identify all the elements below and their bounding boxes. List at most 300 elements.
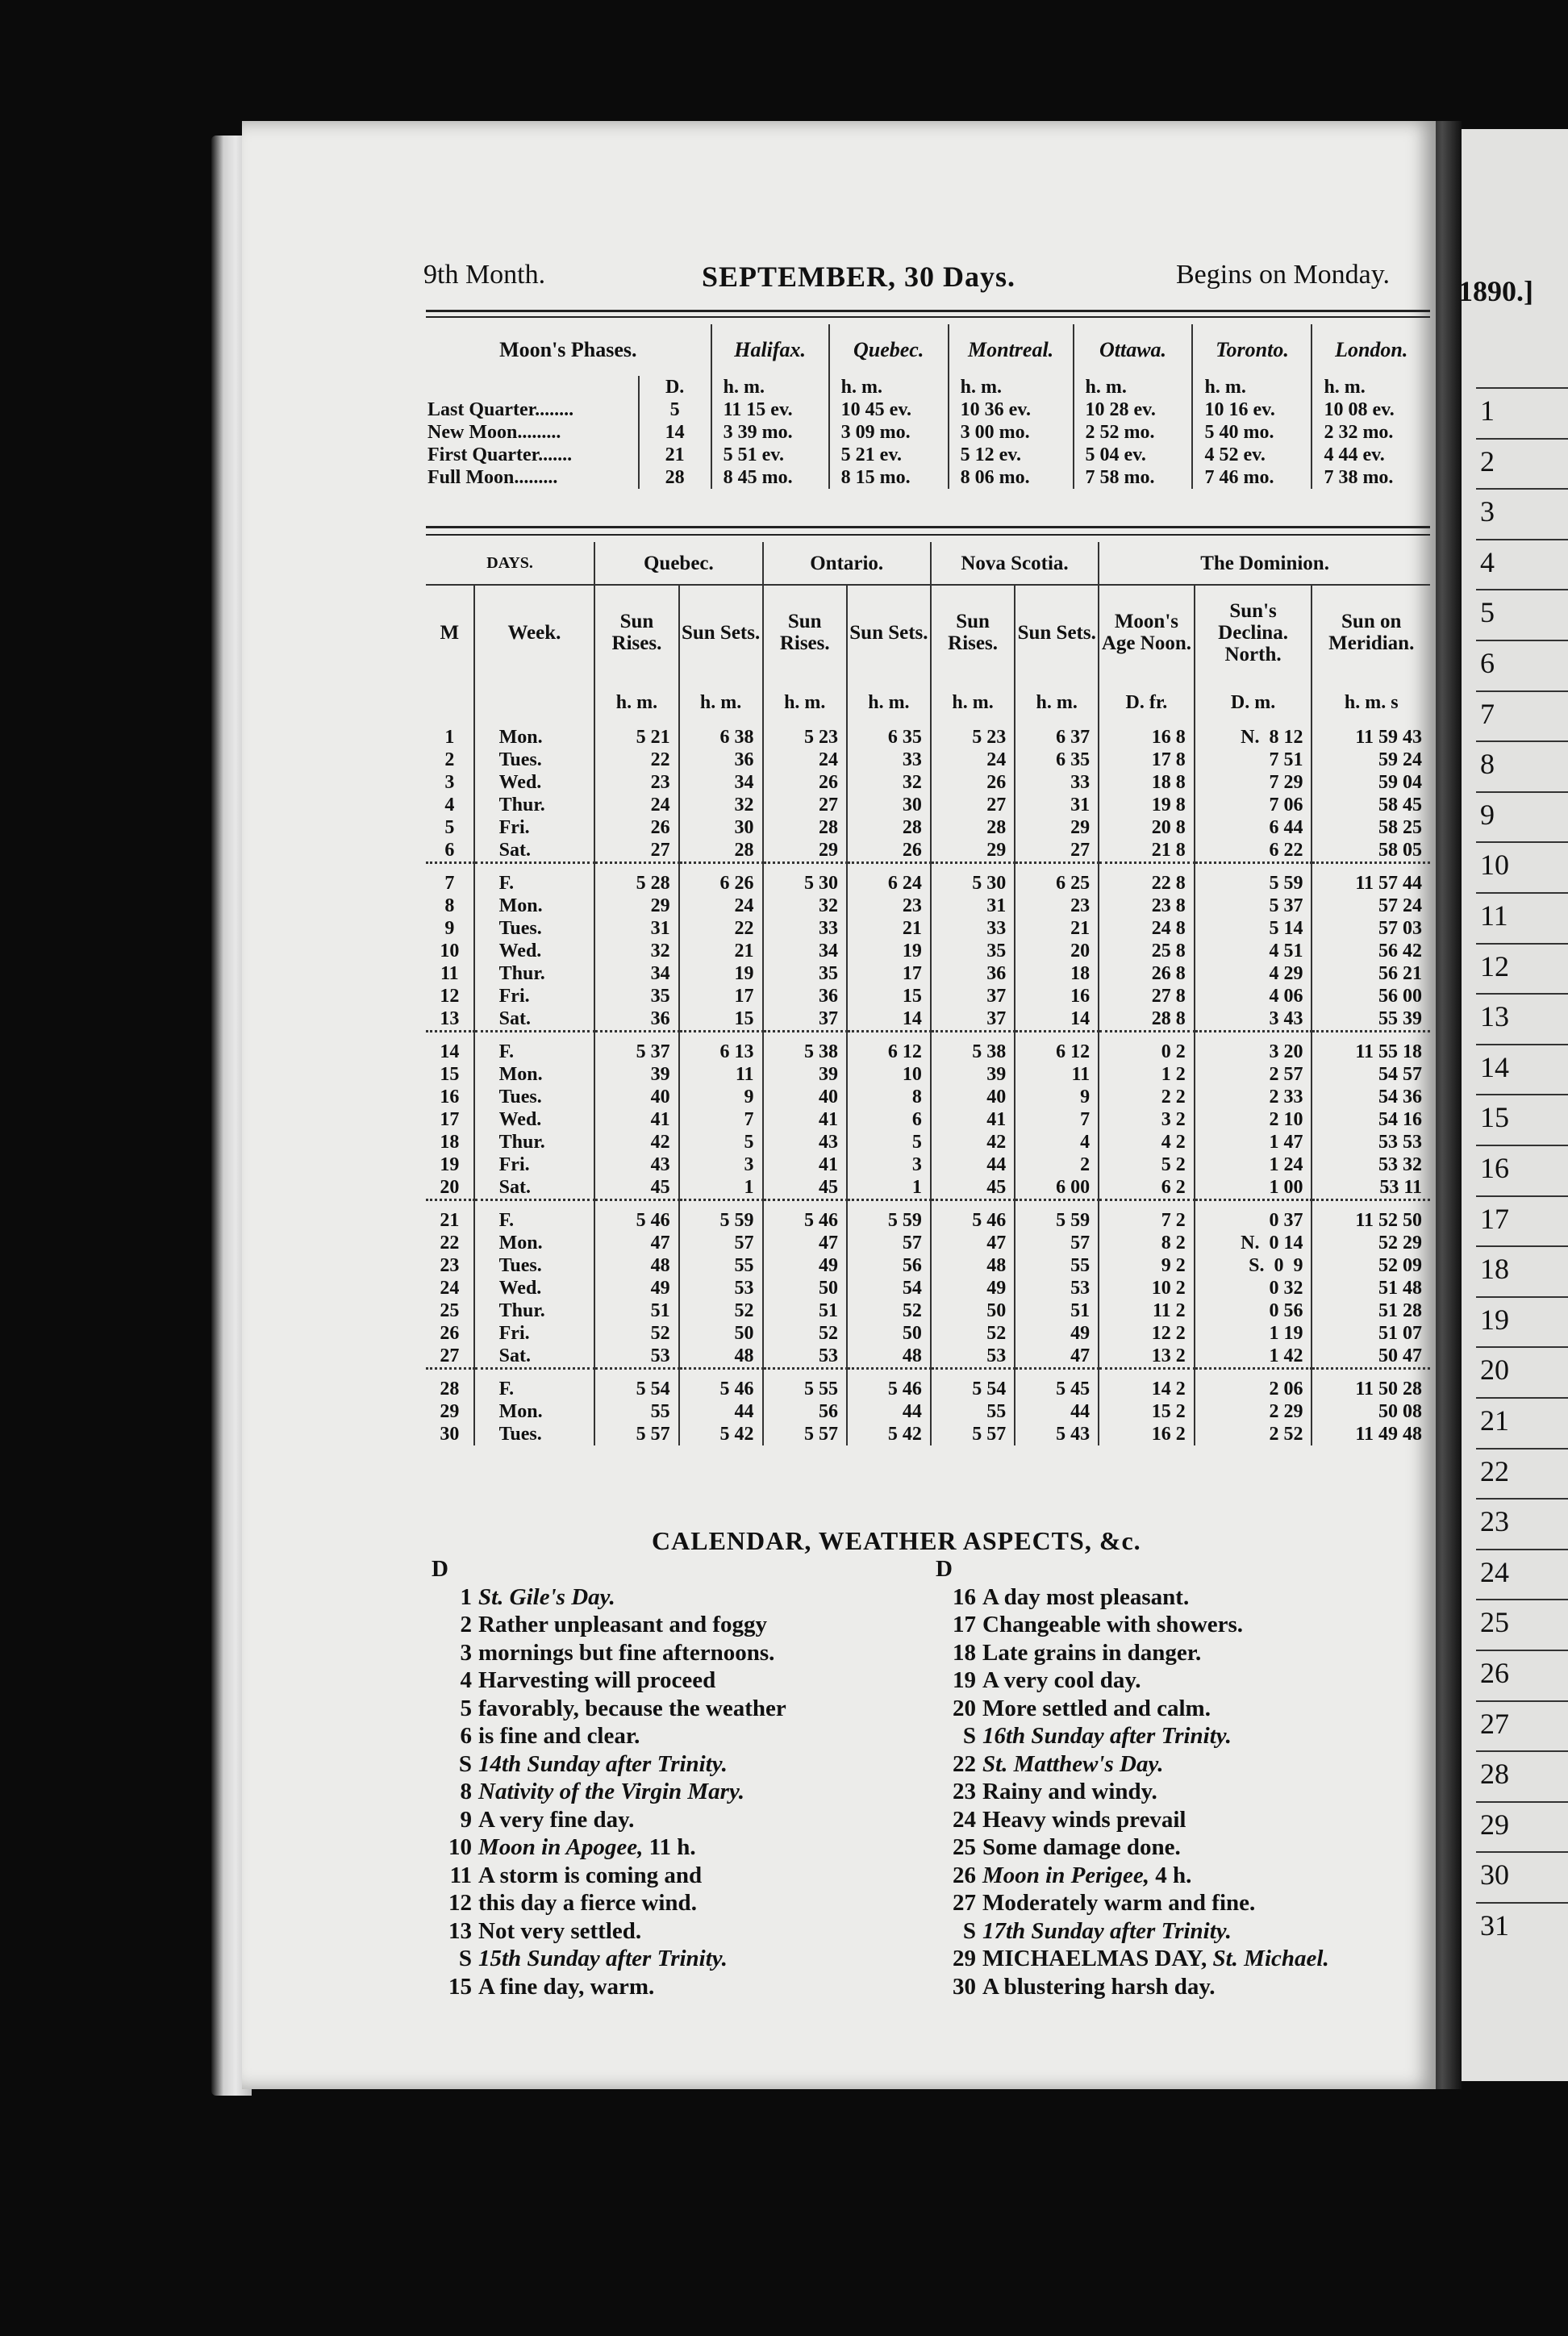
table-cell: 15 <box>426 1063 474 1086</box>
table-cell: 23 <box>426 1254 474 1277</box>
week-divider <box>1195 1200 1312 1210</box>
calendar-text: this day a fierce wind. <box>478 1890 697 1916</box>
table-cell: 21 <box>679 940 763 962</box>
table-cell: 7 <box>426 872 474 895</box>
facing-page-number: 13 <box>1480 1000 1509 1033</box>
calendar-day: S <box>458 1946 472 1971</box>
calendar-text: mornings but fine afternoons. <box>478 1639 775 1666</box>
table-cell: 57 <box>847 1232 931 1254</box>
table-cell: 43 <box>594 1153 678 1176</box>
table-row <box>426 1041 1430 1063</box>
table-cell: 47 <box>594 1232 678 1254</box>
table-row <box>426 872 1430 895</box>
table-row <box>426 1345 1430 1369</box>
calendar-entry <box>936 1889 1329 1917</box>
table-cell: 11 59 43 <box>1355 727 1422 748</box>
table-cell: Tues. <box>474 1254 595 1277</box>
calendar-entry <box>936 1722 1329 1750</box>
table-cell: 45 <box>594 1176 678 1200</box>
week-divider <box>594 1200 678 1210</box>
table-cell: 11 <box>679 1063 763 1086</box>
week-divider <box>1195 1032 1312 1041</box>
month-title: SEPTEMBER, 30 Days. <box>702 261 1016 293</box>
table-cell: 49 <box>763 1254 847 1277</box>
table-cell: 4 <box>426 794 474 816</box>
table-cell: 29 <box>594 895 678 917</box>
table-cell: 35 <box>594 985 678 1007</box>
facing-page-rule <box>1476 993 1568 995</box>
table-cell: 11 49 48 <box>1355 1424 1422 1445</box>
calendar-text: A blustering harsh day. <box>982 1973 1216 2000</box>
unit-cell: h. m. <box>594 679 678 726</box>
table-cell: 25 <box>426 1299 474 1322</box>
table-cell: 33 <box>1015 771 1099 794</box>
table-cell: 9 <box>426 917 474 940</box>
facing-page-rule <box>1476 1498 1568 1500</box>
table-cell: 28 <box>426 1378 474 1400</box>
table-cell: 52 <box>763 1322 847 1345</box>
calendar-text: More settled and calm. <box>982 1695 1211 1721</box>
phase-days <box>639 376 711 489</box>
table-cell: 56 21 <box>1378 963 1422 984</box>
phase-time: 3 39 mo. <box>723 422 793 443</box>
table-cell: 1 00 <box>1195 1176 1312 1200</box>
table-cell: 2 <box>1015 1153 1099 1176</box>
table-cell: 6 44 <box>1195 816 1312 839</box>
table-cell: 50 <box>679 1322 763 1345</box>
phase-col-header: Ottawa. <box>1074 324 1193 376</box>
column-header: Sun Rises. <box>931 585 1015 679</box>
unit-cell: D. fr. <box>1099 679 1195 726</box>
table-cell: 5 46 <box>847 1378 931 1400</box>
table-cell: 18 <box>1015 962 1099 985</box>
table-cell: 40 <box>763 1086 847 1108</box>
phases-rule-bottom <box>426 534 1430 536</box>
facing-page-number: 4 <box>1480 545 1495 578</box>
table-cell: 26 <box>594 816 678 839</box>
table-cell: 5 37 <box>1195 895 1312 917</box>
facing-page-rule <box>1476 1397 1568 1399</box>
table-cell: 0 37 <box>1195 1209 1312 1232</box>
facing-page-number: 16 <box>1480 1152 1509 1184</box>
facing-page <box>1458 129 1568 2081</box>
table-cell: 22 <box>679 917 763 940</box>
table-row <box>426 1378 1430 1400</box>
calendar-day: 4 <box>460 1667 472 1693</box>
phase-unit: h. m. <box>1085 377 1127 398</box>
facing-page-number: 5 <box>1480 596 1495 629</box>
table-cell: 52 29 <box>1378 1233 1422 1254</box>
table-cell: 35 <box>931 940 1015 962</box>
week-divider <box>426 863 474 873</box>
table-cell: 1 <box>847 1176 931 1200</box>
table-cell: 1 47 <box>1195 1131 1312 1153</box>
table-cell: Mon. <box>474 1232 595 1254</box>
table-cell: 26 <box>426 1322 474 1345</box>
table-cell: 26 <box>763 771 847 794</box>
table-cell: 59 04 <box>1378 772 1422 793</box>
week-divider <box>474 863 595 873</box>
calendar-text: Moon in Perigee, <box>982 1862 1150 1888</box>
table-cell: 48 <box>594 1254 678 1277</box>
calendar-entry <box>936 1750 1329 1779</box>
table-cell: 5 42 <box>847 1423 931 1445</box>
table-cell: 6 37 <box>1015 726 1099 749</box>
facing-page-rule <box>1476 1245 1568 1247</box>
table-cell: 53 <box>763 1345 847 1369</box>
table-cell: 33 <box>763 917 847 940</box>
table-cell: 58 05 <box>1378 840 1422 861</box>
table-row <box>426 895 1430 917</box>
phase-col-header: Moon's Phases. <box>426 324 711 376</box>
facing-page-rule <box>1476 1195 1568 1197</box>
table-cell: 48 <box>679 1345 763 1369</box>
week-divider <box>1195 1369 1312 1379</box>
table-cell: 12 2 <box>1099 1322 1195 1345</box>
calendar-right-column <box>936 1555 1329 2000</box>
calendar-entry <box>432 1778 786 1806</box>
table-cell: 29 <box>426 1400 474 1423</box>
table-cell: 34 <box>679 771 763 794</box>
table-cell: S. 0 9 <box>1195 1254 1312 1277</box>
table-cell: 8 2 <box>1099 1232 1195 1254</box>
table-cell: 6 24 <box>847 872 931 895</box>
week-divider <box>594 1369 678 1379</box>
column-header: Sun Sets. <box>679 585 763 679</box>
phase-time: 2 32 mo. <box>1324 422 1394 443</box>
table-cell: 1 19 <box>1195 1322 1312 1345</box>
table-cell: 6 38 <box>679 726 763 749</box>
calendar-entry <box>936 1611 1329 1639</box>
table-row <box>426 940 1430 962</box>
phase-name: Last Quarter........ <box>427 399 574 420</box>
facing-page-number: 15 <box>1480 1101 1509 1134</box>
group-header: Quebec. <box>594 542 762 585</box>
table-row <box>426 794 1430 816</box>
week-divider <box>1099 1200 1195 1210</box>
table-row <box>426 1108 1430 1131</box>
week-divider <box>679 1032 763 1041</box>
table-cell: 14 <box>426 1041 474 1063</box>
table-cell: 11 57 44 <box>1355 873 1422 894</box>
table-cell: Mon. <box>474 895 595 917</box>
table-cell: 57 <box>1015 1232 1099 1254</box>
table-cell: 3 2 <box>1099 1108 1195 1131</box>
phase-time: 3 00 mo. <box>960 422 1030 443</box>
table-cell: 17 <box>426 1108 474 1131</box>
calendar-title: CALENDAR, WEATHER ASPECTS, &c. <box>652 1526 1141 1555</box>
calendar-entry <box>936 1973 1329 2001</box>
table-cell: 6 00 <box>1015 1176 1099 1200</box>
table-cell: 2 06 <box>1195 1378 1312 1400</box>
unit-cell <box>426 679 474 726</box>
phase-day: 5 <box>669 399 680 420</box>
table-cell: Thur. <box>474 962 595 985</box>
column-header: Moon's Age Noon. <box>1099 585 1195 679</box>
begins-on: Begins on Monday. <box>1176 260 1391 290</box>
week-divider <box>1099 1369 1195 1379</box>
phase-col-header: Quebec. <box>829 324 949 376</box>
phase-time: 4 52 ev. <box>1204 444 1266 465</box>
table-cell: 7 51 <box>1195 749 1312 771</box>
table-row <box>426 917 1430 940</box>
table-cell: 5 55 <box>763 1378 847 1400</box>
table-cell: 4 51 <box>1195 940 1312 962</box>
table-row <box>426 985 1430 1007</box>
table-cell: 6 35 <box>1015 749 1099 771</box>
facing-page-rule <box>1476 387 1568 389</box>
calendar-text: Heavy winds prevail <box>982 1806 1186 1833</box>
calendar-entry <box>936 1862 1329 1890</box>
column-header: Sun on Meridian. <box>1328 611 1415 654</box>
phase-time: 5 40 mo. <box>1204 422 1274 443</box>
facing-page-number: 14 <box>1480 1050 1509 1083</box>
calendar-entry <box>432 1583 786 1612</box>
table-cell: 29 <box>763 839 847 863</box>
week-divider <box>763 1369 847 1379</box>
table-cell: 35 <box>763 962 847 985</box>
week-divider <box>1015 863 1099 873</box>
phase-time: 10 45 ev. <box>840 399 911 420</box>
calendar-entry <box>432 1750 786 1779</box>
facing-page-rule <box>1476 438 1568 440</box>
table-cell: 13 <box>426 1007 474 1032</box>
table-cell: 26 <box>931 771 1015 794</box>
table-cell: 20 <box>1015 940 1099 962</box>
table-cell: 5 <box>426 816 474 839</box>
calendar-text: 15th Sunday after Trinity. <box>478 1946 728 1971</box>
table-cell: 5 46 <box>931 1209 1015 1232</box>
calendar-entry <box>936 1778 1329 1806</box>
table-cell: 36 <box>931 962 1015 985</box>
unit-cell <box>474 679 595 726</box>
table-cell: 52 <box>594 1322 678 1345</box>
table-cell: 2 57 <box>1195 1063 1312 1086</box>
unit-cell: h. m. <box>847 679 931 726</box>
week-divider <box>426 1369 474 1379</box>
table-cell: 57 24 <box>1378 895 1422 916</box>
table-cell: 54 16 <box>1378 1109 1422 1130</box>
header-rule-bottom <box>426 316 1430 318</box>
phase-day-label: D. <box>665 377 685 398</box>
table-cell: 56 00 <box>1378 986 1422 1007</box>
week-divider <box>847 1369 931 1379</box>
table-row <box>426 1299 1430 1322</box>
table-cell: 41 <box>931 1108 1015 1131</box>
table-cell: 55 39 <box>1378 1008 1422 1029</box>
facing-page-year: 1890.] <box>1458 275 1533 307</box>
table-cell: Thur. <box>474 1131 595 1153</box>
table-cell: 30 <box>679 816 763 839</box>
phase-day: 14 <box>665 422 685 443</box>
table-cell: 7 2 <box>1099 1209 1195 1232</box>
table-cell: 40 <box>594 1086 678 1108</box>
table-cell: 23 <box>594 771 678 794</box>
facing-page-number: 26 <box>1480 1657 1509 1689</box>
table-cell: 5 46 <box>679 1378 763 1400</box>
calendar-day: 12 <box>448 1890 472 1916</box>
calendar-entry <box>432 1889 786 1917</box>
table-cell: 55 <box>1015 1254 1099 1277</box>
column-header: Sun's Declina. North. <box>1195 585 1312 679</box>
phases-rule-top <box>426 526 1430 528</box>
table-cell: 32 <box>594 940 678 962</box>
table-cell: 20 8 <box>1099 816 1195 839</box>
table-cell: 39 <box>931 1063 1015 1086</box>
phase-name: New Moon......... <box>427 422 561 443</box>
facing-page-rule <box>1476 791 1568 793</box>
table-cell: 53 32 <box>1378 1154 1422 1175</box>
table-cell: 4 29 <box>1195 962 1312 985</box>
calendar-entry <box>936 1695 1329 1723</box>
table-cell: 4 06 <box>1195 985 1312 1007</box>
group-header: Ontario. <box>763 542 931 585</box>
table-cell: 23 8 <box>1099 895 1195 917</box>
table-cell: 7 29 <box>1195 771 1312 794</box>
phase-time: 3 09 mo. <box>840 422 911 443</box>
week-divider <box>847 1032 931 1041</box>
phase-time: 7 46 mo. <box>1204 467 1274 488</box>
table-cell: 18 <box>426 1131 474 1153</box>
calendar-day: 16 <box>953 1583 976 1610</box>
calendar-day: 13 <box>448 1917 472 1944</box>
table-cell: 36 <box>679 749 763 771</box>
header-rule-top <box>426 310 1430 312</box>
table-cell: 5 42 <box>679 1423 763 1445</box>
table-cell: 42 <box>594 1131 678 1153</box>
phase-time: 5 12 ev. <box>960 444 1021 465</box>
table-cell: 27 <box>931 794 1015 816</box>
table-cell: 11 52 50 <box>1355 1210 1422 1231</box>
table-cell: 31 <box>931 895 1015 917</box>
facing-page-rule <box>1476 943 1568 945</box>
table-cell: 31 <box>1015 794 1099 816</box>
facing-page-number: 19 <box>1480 1303 1509 1336</box>
table-cell: 15 2 <box>1099 1400 1195 1423</box>
table-cell: 10 <box>847 1063 931 1086</box>
week-divider <box>679 863 763 873</box>
table-cell: 5 <box>847 1131 931 1153</box>
calendar-entry <box>432 1666 786 1695</box>
table-cell: 51 <box>763 1299 847 1322</box>
facing-page-rule <box>1476 589 1568 590</box>
table-cell: 4 <box>1015 1131 1099 1153</box>
table-row <box>426 1232 1430 1254</box>
table-cell: 44 <box>931 1153 1015 1176</box>
table-cell: 14 <box>847 1007 931 1032</box>
phase-unit: h. m. <box>960 377 1002 398</box>
phase-times-5 <box>1192 376 1312 489</box>
calendar-entry <box>936 1639 1329 1667</box>
week-divider <box>474 1032 595 1041</box>
table-cell: 52 <box>847 1299 931 1322</box>
table-cell: 45 <box>931 1176 1015 1200</box>
facing-page-rule <box>1476 690 1568 692</box>
calendar-text: A day most pleasant. <box>982 1583 1190 1610</box>
table-cell: 21 <box>1015 917 1099 940</box>
table-cell: Tues. <box>474 917 595 940</box>
column-header: Sun Rises. <box>763 585 847 679</box>
facing-page-number: 28 <box>1480 1758 1509 1791</box>
table-row <box>426 771 1430 794</box>
table-cell: Wed. <box>474 771 595 794</box>
calendar-entry <box>936 1945 1329 1973</box>
facing-page-rule <box>1476 1851 1568 1853</box>
table-cell: 45 <box>763 1176 847 1200</box>
table-cell: 58 25 <box>1378 817 1422 838</box>
table-cell: 2 33 <box>1195 1086 1312 1108</box>
week-divider <box>426 1032 474 1041</box>
table-cell: 9 <box>679 1086 763 1108</box>
table-cell: 49 <box>931 1277 1015 1299</box>
table-cell: 33 <box>847 749 931 771</box>
phase-time: 10 28 ev. <box>1085 399 1156 420</box>
table-cell: 6 26 <box>679 872 763 895</box>
facing-page-number: 27 <box>1480 1707 1509 1740</box>
table-cell: 15 <box>679 1007 763 1032</box>
unit-cell: h. m. s <box>1344 692 1399 713</box>
phase-time: 5 51 ev. <box>723 444 784 465</box>
phase-unit: h. m. <box>840 377 883 398</box>
table-row <box>426 749 1430 771</box>
calendar-day: 19 <box>953 1667 976 1693</box>
table-cell: 56 <box>763 1400 847 1423</box>
table-cell: 23 <box>1015 895 1099 917</box>
calendar-text: St. Matthew's Day. <box>982 1750 1164 1777</box>
table-cell: 52 <box>931 1322 1015 1345</box>
table-cell: 21 <box>426 1209 474 1232</box>
table-cell: 1 2 <box>1099 1063 1195 1086</box>
table-cell: 19 8 <box>1099 794 1195 816</box>
moon-phases-table <box>426 324 1430 489</box>
table-cell: 28 8 <box>1099 1007 1195 1032</box>
facing-page-rule <box>1476 841 1568 843</box>
facing-page-rule <box>1476 1094 1568 1095</box>
facing-page-rule <box>1476 740 1568 742</box>
table-cell: 27 <box>1015 839 1099 863</box>
calendar-text: Rather unpleasant and foggy <box>478 1612 767 1637</box>
phase-times-2 <box>829 376 949 489</box>
table-row <box>426 1063 1430 1086</box>
table-cell: 55 <box>594 1400 678 1423</box>
table-cell: 19 <box>847 940 931 962</box>
phase-time: 8 06 mo. <box>960 467 1030 488</box>
table-cell: 30 <box>847 794 931 816</box>
table-cell: Fri. <box>474 816 595 839</box>
calendar-text: Moderately warm and fine. <box>982 1890 1256 1916</box>
table-cell: 1 <box>426 726 474 749</box>
facing-page-rule <box>1476 892 1568 894</box>
facing-page-rule <box>1476 1700 1568 1702</box>
facing-page-number: 31 <box>1480 1909 1509 1942</box>
week-divider <box>594 1032 678 1041</box>
calendar-entry <box>936 1806 1329 1834</box>
week-divider <box>1312 1369 1430 1379</box>
table-cell: 26 8 <box>1099 962 1195 985</box>
table-cell: 37 <box>931 985 1015 1007</box>
calendar-entry <box>432 1639 786 1667</box>
table-cell: 17 <box>679 985 763 1007</box>
week-divider <box>426 1200 474 1210</box>
table-cell: 51 <box>1015 1299 1099 1322</box>
calendar-text: MICHAELMAS DAY, <box>982 1946 1207 1971</box>
phase-time: 7 38 mo. <box>1324 467 1394 488</box>
table-cell: 5 30 <box>763 872 847 895</box>
table-cell: 59 24 <box>1378 749 1422 770</box>
calendar-text-extra: St. Michael. <box>1207 1946 1329 1971</box>
table-cell: 5 46 <box>594 1209 678 1232</box>
calendar-entry <box>432 1806 786 1834</box>
